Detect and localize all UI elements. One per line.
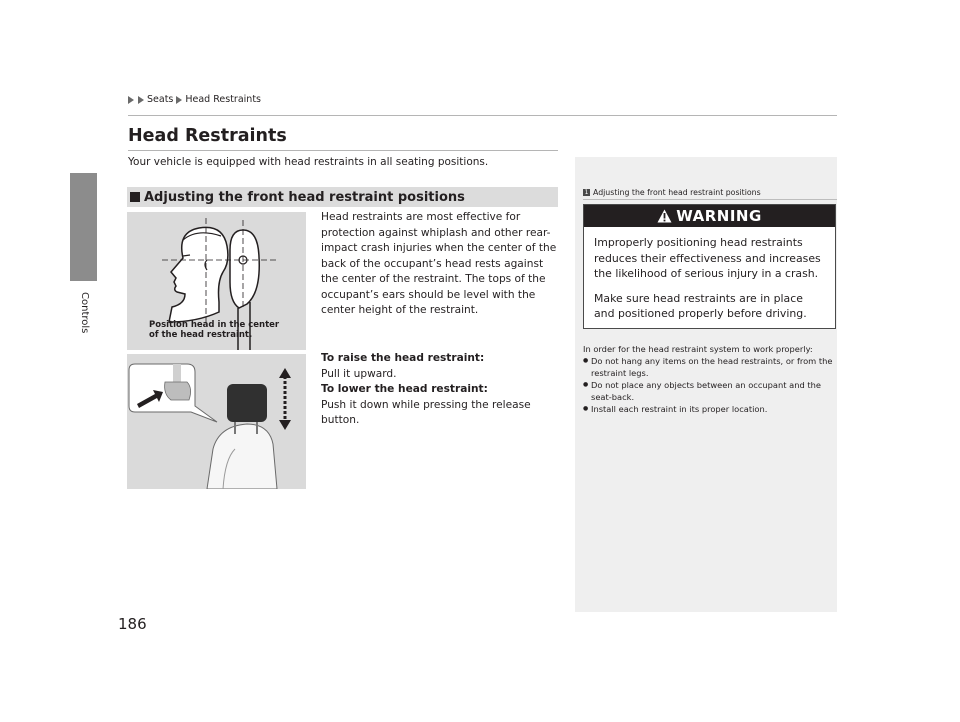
section-title: Adjusting the front head restraint positions <box>144 189 465 205</box>
head-restraint-adjust-figure <box>127 354 306 489</box>
breadcrumb <box>128 94 261 105</box>
page-number: 186 <box>118 615 147 633</box>
chapter-label: Controls <box>79 292 90 334</box>
breadcrumb-item-seats[interactable]: Seats <box>147 94 174 105</box>
list-item: ● Do not place any objects between an occupant and the seat-back. <box>583 379 833 403</box>
warning-title: WARNING <box>676 207 762 225</box>
breadcrumb-arrow-icon <box>176 96 182 104</box>
raise-text: Pull it upward. <box>321 367 397 380</box>
title-divider <box>128 150 558 151</box>
sidebar-reference <box>583 188 761 197</box>
lower-text: Push it down while pressing the release button. <box>321 398 531 426</box>
breadcrumb-arrow-icon <box>138 96 144 104</box>
list-item: ● Install each restraint in its proper location. <box>583 403 833 415</box>
warning-text: Improperly positioning head restraints reduces their effectiveness and increases the likelihood of serious injury in a crash. Make sure head restraints are in place and positioned properly before driving. <box>594 236 821 320</box>
sidebar-reference-title: Adjusting the front head restraint positions <box>593 188 761 197</box>
sidebar-body <box>583 343 833 415</box>
adjust-steps <box>321 351 559 429</box>
section-square-icon <box>130 192 140 202</box>
breadcrumb-item-head-restraints[interactable]: Head Restraints <box>185 94 261 105</box>
reference-icon: 1 <box>584 189 589 196</box>
list-item: ● Do not hang any items on the head restraints, or from the restraint legs. <box>583 355 833 379</box>
figure-caption: Position head in the center of the head restraint. <box>149 320 280 340</box>
sidebar-divider <box>583 199 837 200</box>
intro-text: Your vehicle is equipped with head restraints in all seating positions. <box>128 156 489 168</box>
seat-illustration <box>127 354 306 489</box>
head-position-figure <box>127 212 306 350</box>
warning-header <box>584 205 835 227</box>
breadcrumb-arrow-icon <box>128 96 134 104</box>
sidebar-bullet-list <box>583 355 833 415</box>
body-paragraph: Head restraints are most effective for protection against whiplash and other rear-impact crash injuries when the center of the back of the occupant’s head rests against the center of the restraint. The tops of the occupant’s ears should be level with the center height of the restraint. <box>321 211 557 316</box>
chapter-tab <box>70 173 97 281</box>
warning-box <box>583 204 836 329</box>
warning-triangle-icon <box>657 209 672 223</box>
header-divider <box>128 115 837 116</box>
raise-heading: To raise the head restraint: <box>321 352 485 364</box>
sidebar-notes <box>575 157 837 612</box>
sidebar-intro: In order for the head restraint system to work properly: <box>583 344 813 354</box>
section-header <box>127 187 558 207</box>
lower-heading: To lower the head restraint: <box>321 383 488 395</box>
page-title: Head Restraints <box>128 126 287 146</box>
